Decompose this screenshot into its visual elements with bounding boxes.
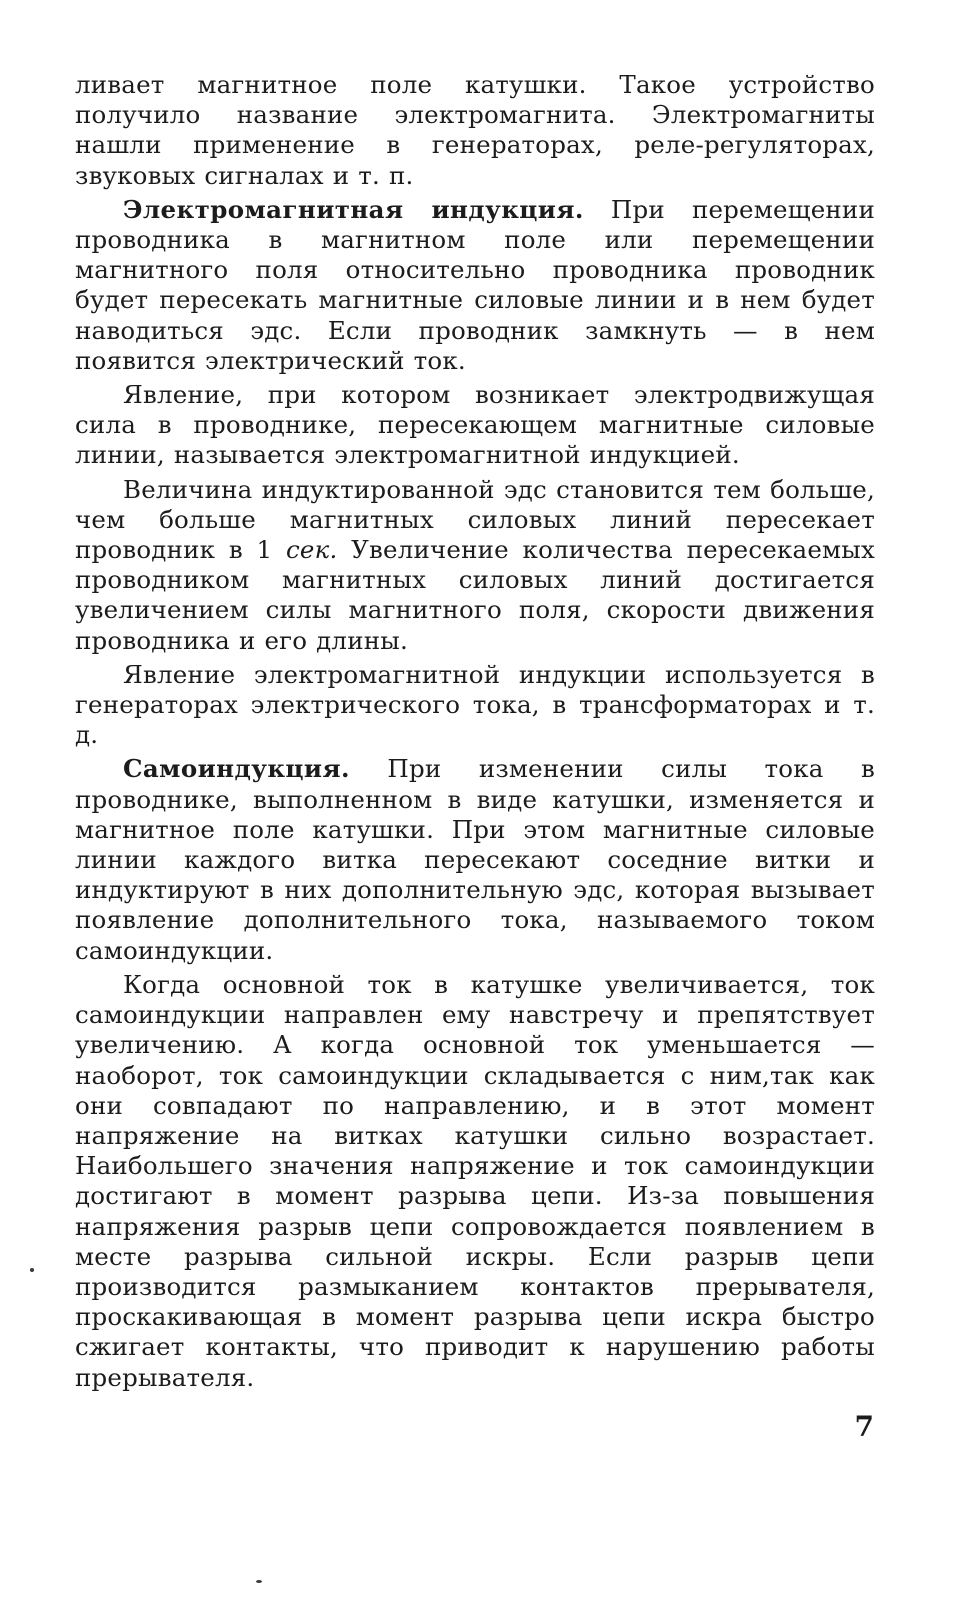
paragraph-continuation: ливает магнитное поле катушки. Такое устройство получило название электромагнита. Электромагниты нашли применение в генераторах, реле-регуляторах, звуковых сигналах и т. п. [75,70,875,190]
page-number: 7 [854,1410,874,1443]
paragraph-definition: Явление, при котором возникает электродвижущая сила в проводнике, пересекающем магнитные силовые линии, называется электромагнитной индукцией. [75,380,875,470]
paragraph-applications: Явление электромагнитной индукции используется в генераторах электрического тока, в трансформаторах и т. д. [75,659,875,750]
paragraph-self-induction [75,754,875,965]
page-body [75,70,875,1397]
print-speck [30,1268,34,1272]
paragraph-self-induction-current: Когда основной ток в катушке увеличивается, ток самоиндукции направлен ему навстречу и препятствует увеличению. А когда основной ток уменьшается — наоборот, ток самоиндукции складывается с ним,так как они совпадают по направлению, и в этот момент напряжение на витках катушки сильно возрастает. Наибольшего значения напряжение и ток самоиндукции достигают в момент разрыва цепи. Из-за повышения напряжения разрыв цепи сопровождается появлением в месте разрыва сильной искры. Если разрыв цепи производится размыканием контактов прерывателя, проскакивающая в момент разрыва цепи искра быстро сжигает контакты, что приводит к нарушению работы прерывателя. [75,969,875,1392]
section-heading-electromagnetic-induction: Электромагнитная индукция. [123,194,584,224]
paragraph-electromagnetic-induction [75,195,875,376]
print-speck [256,1580,262,1583]
paragraph-emf-magnitude [75,475,875,656]
paragraph-text: Увеличение количества пересекаемых проводником магнитных силовых линий достигается увеличением силы магнитного поля, скорости движения проводника и его длины. [75,535,875,655]
paragraph-text: Величина индуктированной эдс становится тем больше, чем больше магнитных силовых линий пересекает проводник в 1 [75,474,875,565]
paragraph-text: При изменении силы тока в проводнике, выполненном в виде катушки, изменяется и магнитное поле катушки. При этом магнитные силовые линии каждого витка пересекают соседние витки и индуктируют в них дополнительную эдс, которая вызывает появление дополнительного тока, называемого током самоиндукции. [75,754,875,965]
section-heading-self-induction: Самоиндукция. [123,754,350,784]
paragraph-text: При перемещении проводника в магнитном поле или перемещении магнитного поля относительно проводника проводник будет пересекать магнитные силовые линии и в нем будет наводиться эдс. Если проводник замкнуть — в нем появится электрический ток. [75,194,875,375]
unit-seconds: сек. [286,535,338,565]
